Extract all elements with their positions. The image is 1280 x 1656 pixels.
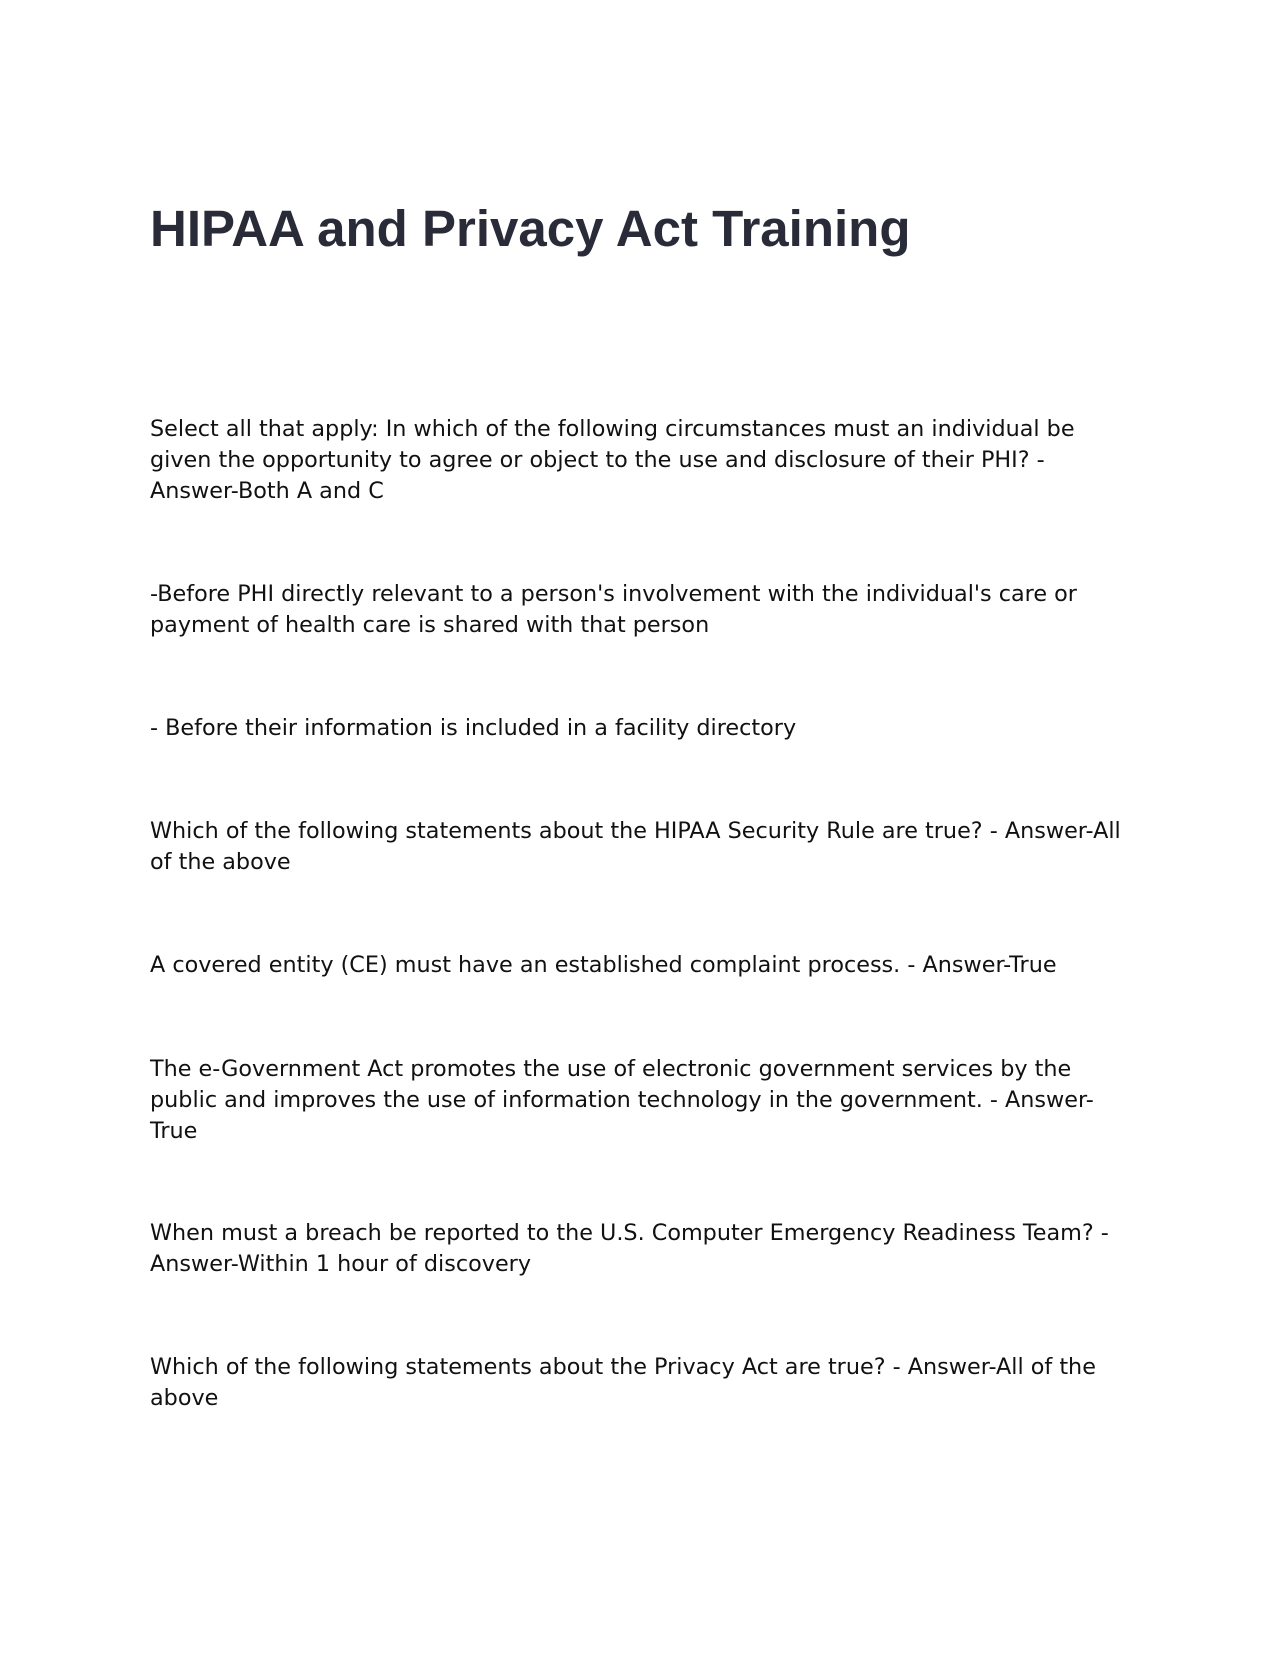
- question-paragraph: The e-Government Act promotes the use of electronic government services by the public and improves the use of information technology in the government. - Answer-True: [150, 1056, 1094, 1144]
- question-paragraph: Select all that apply: In which of the following circumstances must an individual be given the opportunity to agree or object to the use and disclosure of their PHI? - Answer-Both A and C: [150, 416, 1075, 504]
- question-paragraph: When must a breach be reported to the U.S. Computer Emergency Readiness Team? - Answer-Within 1 hour of discovery: [150, 1220, 1109, 1277]
- option-paragraph: - Before their information is included in a facility directory: [150, 715, 797, 741]
- question-paragraph: Which of the following statements about the Privacy Act are true? - Answer-All of the above: [150, 1354, 1096, 1411]
- question-paragraph: A covered entity (CE) must have an established complaint process. - Answer-True: [150, 952, 1057, 978]
- question-paragraph: Which of the following statements about the HIPAA Security Rule are true? - Answer-All of the above: [150, 818, 1121, 875]
- page-title: HIPAA and Privacy Act Training: [150, 200, 911, 257]
- option-paragraph: -Before PHI directly relevant to a person's involvement with the individual's care or payment of health care is shared with that person: [150, 581, 1077, 638]
